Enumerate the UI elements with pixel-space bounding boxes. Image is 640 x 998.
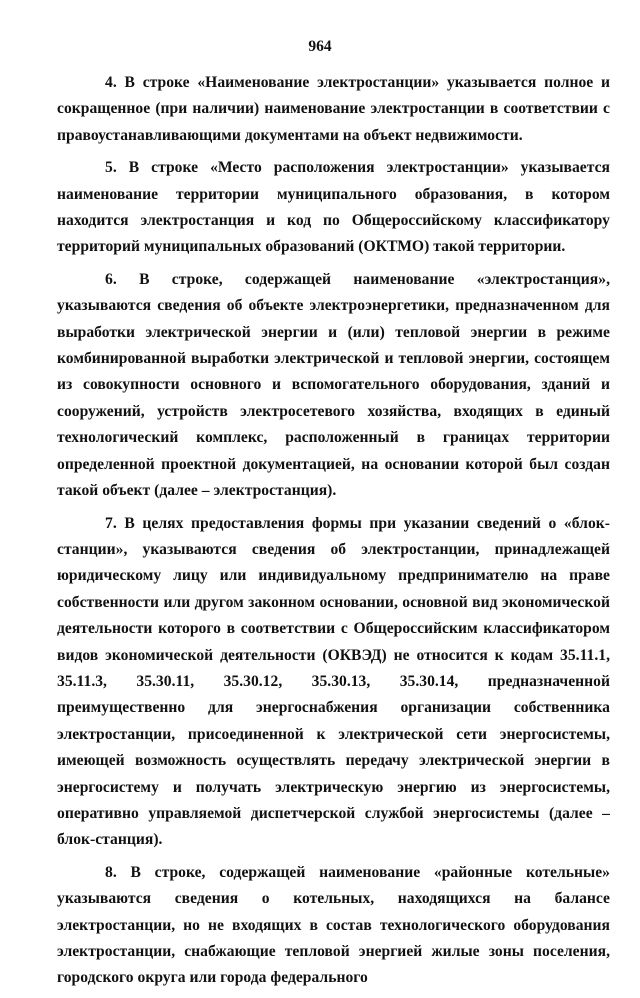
paragraph-5: 5. В строке «Место расположения электростанции» указывается наименование территории муниципального образования, в котором находится электростанция и код по Общероссийскому классификатору территорий муниципальных образований (ОКТМО) такой территории. <box>57 159 610 256</box>
page-number: 964 <box>308 38 332 55</box>
paragraph-8: 8. В строке, содержащей наименование «районные котельные» указываются сведения о котельных, находящихся на балансе электростанции, но не входящих в состав технологического оборудования электростанции, снабжающие тепловой энергией жилые зоны поселения, городского округа или города федерального <box>57 863 610 987</box>
paragraph-6: 6. В строке, содержащей наименование «электростанция», указываются сведения об объекте электроэнергетики, предназначенном для выработки электрической энергии и (или) тепловой энергии в режиме комбинированной выработки электрической и тепловой энергии, состоящем из совокупности основного и вспомогательного оборудования, зданий и сооружений, устройств электросетевого хозяйства, входящих в единый технологический комплекс, расположенный в границах территории определенной проектной документацией, на основании которой был создан такой объект (далее – электростанция). <box>57 270 610 500</box>
paragraph-4: 4. В строке «Наименование электростанции» указывается полное и сокращенное (при наличии) наименование электростанции в соответствии с правоустанавливающими документами на объект недвижимости. <box>57 74 610 144</box>
paragraph-7: 7. В целях предоставления формы при указании сведений о «блок-станции», указываются сведения об электростанции, принадлежащей юридическому лицу или индивидуальному предпринимателю на праве собственности или другом законном основании, основной вид экономической деятельности которого в соответствии с Общероссийским классификатором видов экономической деятельности (ОКВЭД) не относится к кодам 35.11.1, 35.11.3, 35.30.11, 35.30.12, 35.30.13, 35.30.14, предназначенной преимущественно для энергоснабжения организации собственника электростанции, присоединенной к электрической сети энергосистемы, имеющей возможность осуществлять передачу электрической энергии в энергосистему и получать электрическую энергию из энергосистемы, оперативно управляемой диспетчерской службой энергосистемы (далее – блок-станция). <box>57 514 610 849</box>
document-body <box>57 70 610 998</box>
